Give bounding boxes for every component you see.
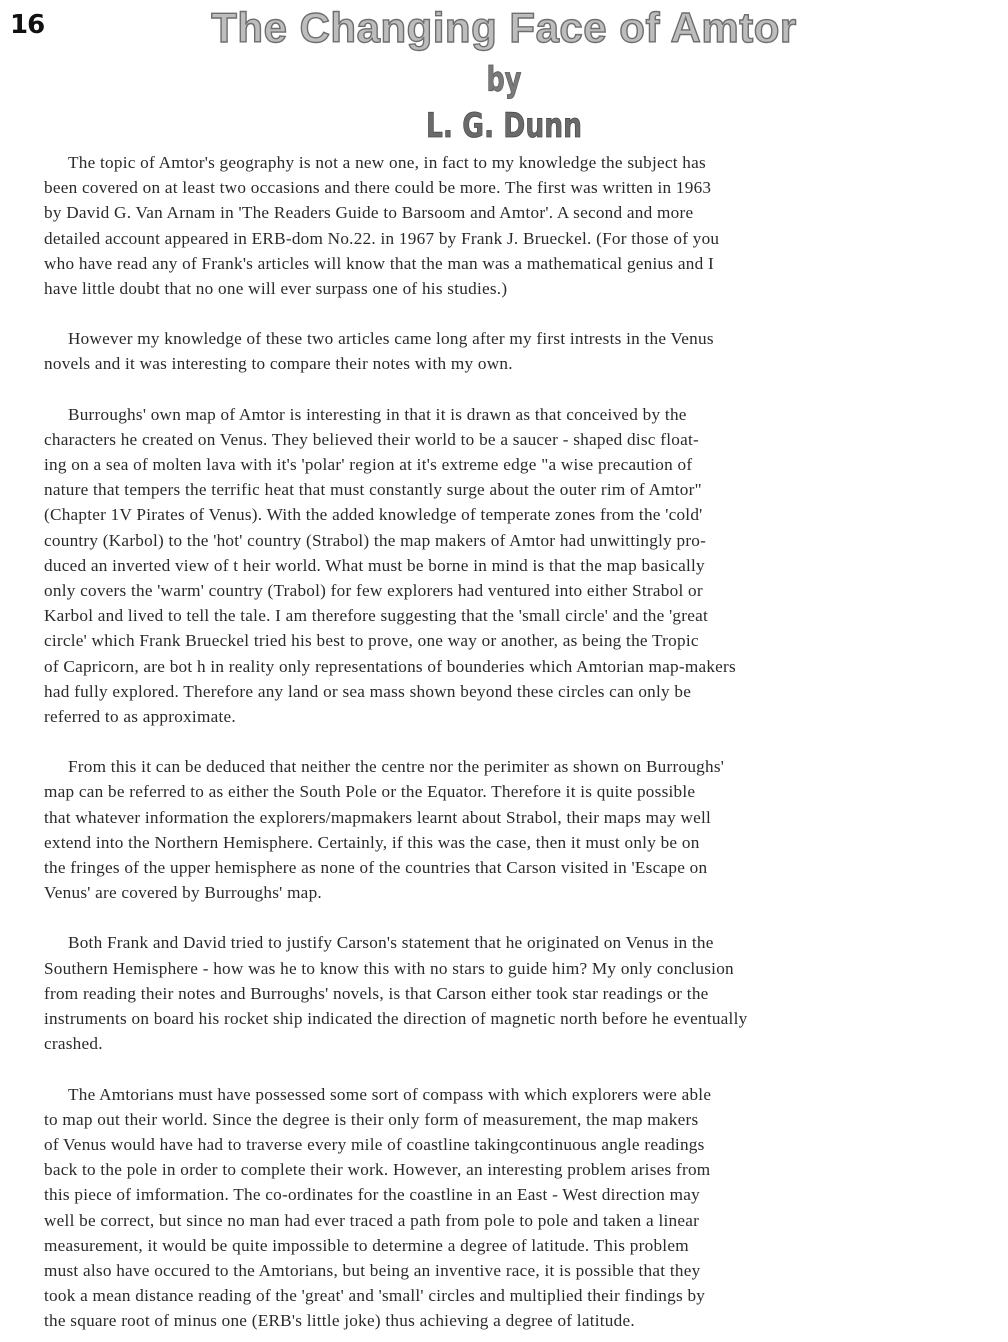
paragraph-6 <box>44 1082 1004 1334</box>
text-line: map can be referred to as either the South Pole or the Equator. Therefore it is quite possible <box>44 782 696 802</box>
paragraph-5 <box>44 930 1004 1056</box>
text-line: well be correct, but since no man had ever traced a path from pole to pole and taken a linear <box>44 1210 700 1230</box>
text-line: The Amtorians must have possessed some sort of compass with which explorers were able <box>68 1084 712 1104</box>
text-line: from reading their notes and Burroughs' novels, is that Carson either took star readings or the <box>44 983 709 1003</box>
text-line: by David G. Van Arnam in 'The Readers Guide to Barsoom and Amtor'. A second and more <box>44 203 694 223</box>
text-line: who have read any of Frank's articles will know that the man was a mathematical genius and I <box>44 253 714 273</box>
text-line: extend into the Northern Hemisphere. Certainly, if this was the case, then it must only be on <box>44 832 700 852</box>
text-line: measurement, it would be quite impossible to determine a degree of latitude. This problem <box>44 1235 689 1255</box>
article-body <box>44 150 1004 1334</box>
text-line: have little doubt that no one will ever surpass one of his studies.) <box>44 279 508 299</box>
text-line: referred to as approximate. <box>44 707 236 727</box>
byline-by: by <box>486 60 522 100</box>
text-line: the fringes of the upper hemisphere as none of the countries that Carson visited in 'Escape on <box>44 858 708 878</box>
text-line: detailed account appeared in ERB-dom No.22. in 1967 by Frank J. Brueckel. (For those of you <box>44 228 720 248</box>
text-line: this piece of imformation. The co-ordinates for the coastline in an East - West direction may <box>44 1185 701 1205</box>
paragraph-2 <box>44 326 1004 376</box>
text-line: Both Frank and David tried to justify Carson's statement that he originated on Venus in the <box>68 933 714 953</box>
text-line: only covers the 'warm' country (Trabol) for few explorers had ventured into either Strabol or <box>44 581 703 601</box>
article-title: The Changing Face of Amtor <box>211 4 797 51</box>
text-line: circle' which Frank Brueckel tried his best to prove, one way or another, as being the Tropic <box>44 631 699 651</box>
text-line: back to the pole in order to complete their work. However, an interesting problem arises from <box>44 1160 711 1180</box>
text-line: instruments on board his rocket ship indicated the direction of magnetic north before he eventually <box>44 1009 748 1029</box>
text-line: ing on a sea of molten lava with it's 'polar' region at it's extreme edge "a wise precaution of <box>44 455 693 475</box>
byline-author: L. G. Dunn <box>426 106 582 146</box>
text-line: Venus' are covered by Burroughs' map. <box>44 883 322 903</box>
page-number: 16 <box>10 10 45 40</box>
text-line: must also have occured to the Amtorians, but being an inventive race, it is possible that they <box>44 1260 701 1280</box>
text-line: Southern Hemisphere - how was he to know this with no stars to guide him? My only conclusion <box>44 958 734 978</box>
text-line: (Chapter 1V Pirates of Venus). With the added knowledge of temperate zones from the 'cold' <box>44 505 703 525</box>
text-line: of Capricorn, are bot h in reality only representations of bounderies which Amtorian map-makers <box>44 656 736 676</box>
text-line: characters he created on Venus. They believed their world to be a saucer - shaped disc float- <box>44 429 699 449</box>
text-line: duced an inverted view of t heir world. What must be borne in mind is that the map basically <box>44 555 705 575</box>
text-line: Karbol and lived to tell the tale. I am therefore suggesting that the 'small circle' and the 'great <box>44 606 709 626</box>
text-line: novels and it was interesting to compare their notes with my own. <box>44 354 513 374</box>
text-line: However my knowledge of these two articles came long after my first intrests in the Venus <box>68 329 714 349</box>
text-line: The topic of Amtor's geography is not a new one, in fact to my knowledge the subject has <box>68 153 706 172</box>
paragraph-1 <box>44 150 1004 301</box>
text-line: Burroughs' own map of Amtor is interesting in that it is drawn as that conceived by the <box>68 404 687 424</box>
text-line: of Venus would have had to traverse every mile of coastline takingcontinuous angle readings <box>44 1134 705 1154</box>
text-line: crashed. <box>44 1034 103 1054</box>
text-line: country (Karbol) to the 'hot' country (Strabol) the map makers of Amtor had unwittingly pro- <box>44 530 707 550</box>
text-line: been covered on at least two occasions and there could be more. The first was written in 1963 <box>44 178 712 198</box>
text-line: took a mean distance reading of the 'great' and 'small' circles and multiplied their findings by <box>44 1286 706 1306</box>
text-line: the square root of minus one (ERB's little joke) thus achieving a degree of latitude. <box>44 1311 635 1331</box>
text-line: that whatever information the explorers/mapmakers learnt about Strabol, their maps may well <box>44 807 712 827</box>
text-line: had fully explored. Therefore any land or sea mass shown beyond these circles can only be <box>44 681 692 701</box>
paragraph-3 <box>44 402 1004 730</box>
text-line: nature that tempers the terrific heat that must constantly surge about the outer rim of Amtor" <box>44 480 702 500</box>
paragraph-4 <box>44 754 1004 905</box>
text-line: From this it can be deduced that neither the centre nor the perimiter as shown on Burroughs' <box>68 757 725 777</box>
text-line: to map out their world. Since the degree is their only form of measurement, the map makers <box>44 1109 699 1129</box>
